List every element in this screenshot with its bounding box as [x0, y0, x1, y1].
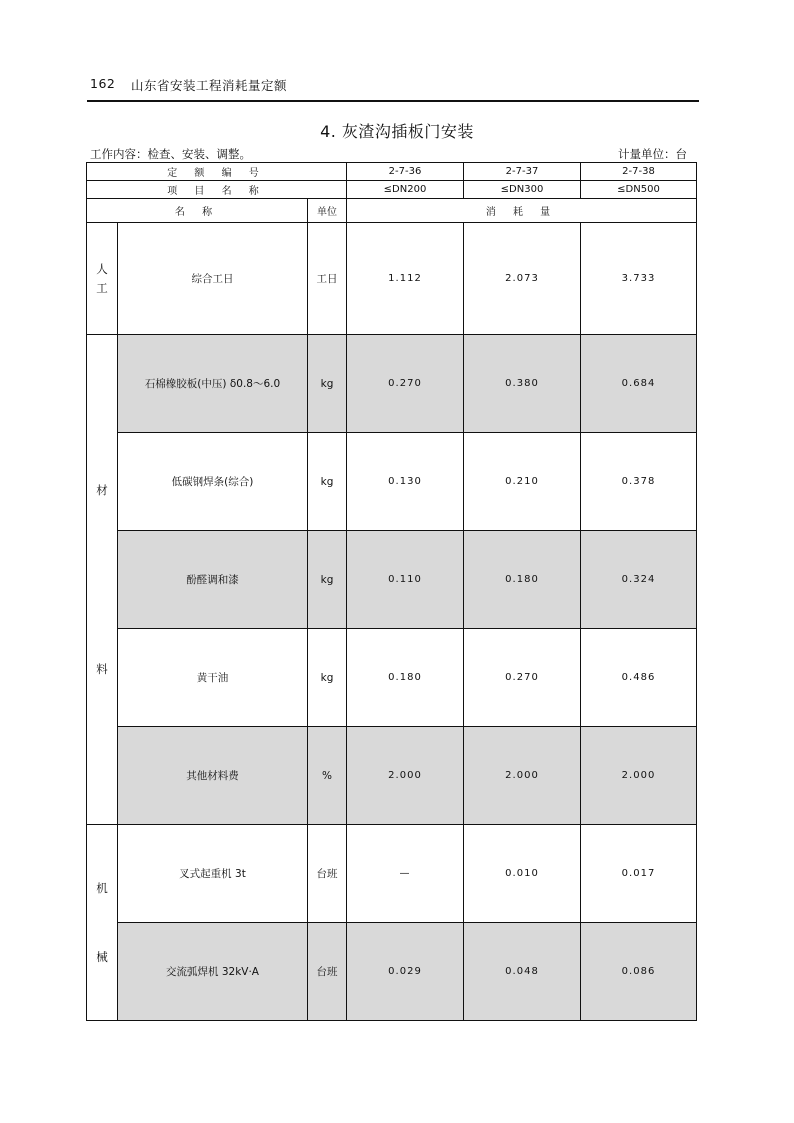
row-name: 其他材料费: [118, 727, 308, 825]
row-value: 2.000: [581, 727, 697, 825]
item-name-row: [87, 181, 697, 199]
row-value: 0.180: [464, 531, 581, 629]
row-unit: %: [308, 727, 347, 825]
quota-code-label: 定 额 编 号: [87, 163, 347, 181]
table-row: [87, 335, 697, 433]
row-name: 黄干油: [118, 629, 308, 727]
row-value: 0.486: [581, 629, 697, 727]
work-content: 工作内容：检查、安装、调整。: [90, 147, 251, 161]
row-value: 0.017: [581, 825, 697, 923]
row-value: 0.048: [464, 923, 581, 1021]
quota-code-cell: 2-7-36: [347, 163, 464, 181]
table-row: [87, 727, 697, 825]
row-name: 低碳钢焊条(综合): [118, 433, 308, 531]
row-value: 0.684: [581, 335, 697, 433]
group-label-labor: 人 工: [87, 223, 118, 335]
table-row: [87, 825, 697, 923]
quota-table: [86, 162, 697, 1021]
row-value: 0.086: [581, 923, 697, 1021]
group-label-machinery: 机 械: [87, 825, 118, 1021]
row-value: 0.270: [347, 335, 464, 433]
row-value: 2.000: [347, 727, 464, 825]
row-unit: kg: [308, 335, 347, 433]
table-row: [87, 531, 697, 629]
row-unit: 工日: [308, 223, 347, 335]
unit-column-header: 单位: [308, 199, 347, 223]
row-name: 交流弧焊机 32kV·A: [118, 923, 308, 1021]
row-unit: 台班: [308, 825, 347, 923]
section-title: 4. 灰渣沟插板门安装: [320, 122, 474, 141]
row-value: 0.270: [464, 629, 581, 727]
row-name: 石棉橡胶板(中压) δ0.8～6.0: [118, 335, 308, 433]
page-header: [87, 72, 699, 102]
row-name: 综合工日: [118, 223, 308, 335]
table-row: [87, 923, 697, 1021]
row-value: 0.180: [347, 629, 464, 727]
consumption-column-header: 消 耗 量: [347, 199, 697, 223]
spec-cell: ≤DN300: [464, 181, 581, 199]
page-number: 162: [90, 76, 116, 91]
row-value: 0.324: [581, 531, 697, 629]
quota-code-row: [87, 163, 697, 181]
row-value: 0.130: [347, 433, 464, 531]
row-value: —: [347, 825, 464, 923]
row-value: 0.380: [464, 335, 581, 433]
row-value: 2.000: [464, 727, 581, 825]
row-value: 0.110: [347, 531, 464, 629]
table-row: [87, 433, 697, 531]
table-row: [87, 223, 697, 335]
row-unit: 台班: [308, 923, 347, 1021]
row-unit: kg: [308, 433, 347, 531]
row-unit: kg: [308, 629, 347, 727]
quota-code-cell: 2-7-38: [581, 163, 697, 181]
book-title: 山东省安装工程消耗量定额: [131, 78, 288, 93]
table-row: [87, 629, 697, 727]
measure-unit: 计量单位：台: [618, 147, 687, 161]
spec-cell: ≤DN500: [581, 181, 697, 199]
row-unit: kg: [308, 531, 347, 629]
row-value: 3.733: [581, 223, 697, 335]
row-value: 0.378: [581, 433, 697, 531]
row-name: 叉式起重机 3t: [118, 825, 308, 923]
row-value: 0.029: [347, 923, 464, 1021]
row-value: 2.073: [464, 223, 581, 335]
row-value: 1.112: [347, 223, 464, 335]
column-header-row: [87, 199, 697, 223]
row-value: 0.210: [464, 433, 581, 531]
row-name: 酚醛调和漆: [118, 531, 308, 629]
name-column-header: 名 称: [87, 199, 308, 223]
quota-code-cell: 2-7-37: [464, 163, 581, 181]
row-value: 0.010: [464, 825, 581, 923]
item-name-label: 项 目 名 称: [87, 181, 347, 199]
spec-cell: ≤DN200: [347, 181, 464, 199]
group-label-materials: 材 料: [87, 335, 118, 825]
